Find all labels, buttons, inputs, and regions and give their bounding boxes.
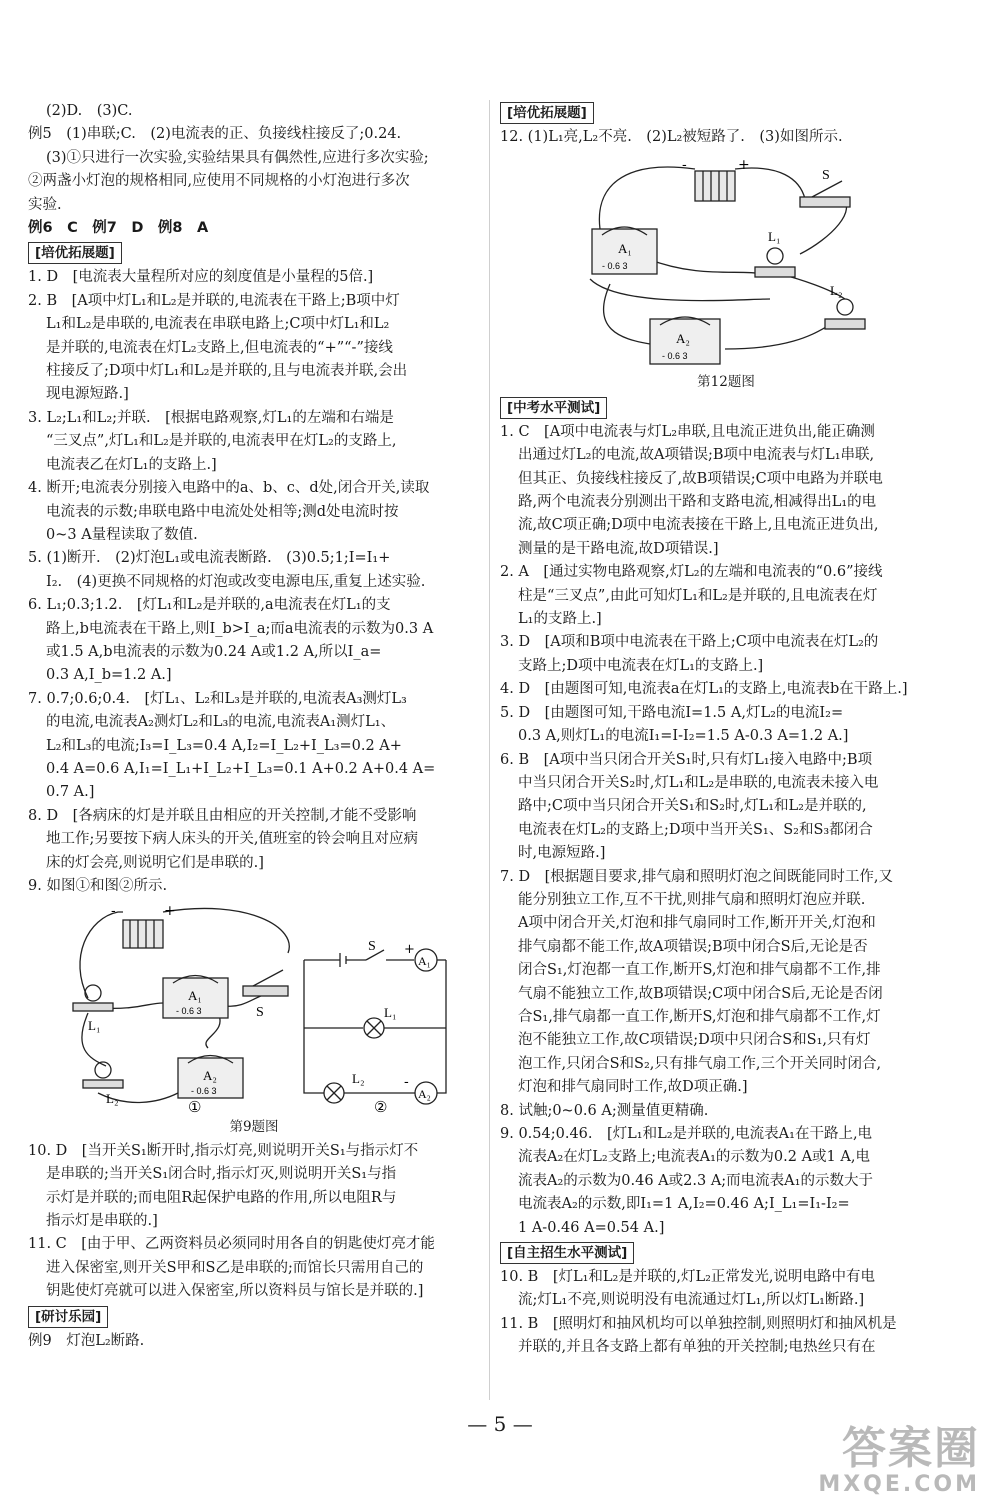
ammeter-a2-label: A₂ (203, 1068, 217, 1084)
right-column (500, 100, 952, 1360)
text-line: 灯泡和排气扇同时工作,故D项正确.] (518, 1079, 748, 1096)
circuit-diagram-12 (500, 149, 940, 371)
text-line: 0.3 A,则灯L₁的电流I₁=I-I₂=1.5 A-0.3 A=1.2 A.] (518, 728, 849, 745)
text-line: 8. D [各病床的灯是并联且由相应的开关控制,才能不受影响 (28, 807, 417, 824)
text-line: 柱是“三叉点”,由此可知灯L₁和L₂是并联的,且电流表在灯 (518, 587, 878, 604)
text-line: 6. B [A项中当只闭合开关S₁时,只有灯L₁接入电路中;B项 (500, 751, 873, 768)
text-line: 是串联的;当开关S₁闭合时,指示灯灭,则说明开关S₁与指 (46, 1166, 397, 1183)
text-line: 0.7 A.] (46, 784, 95, 801)
figure-caption: 第12题图 (697, 374, 755, 391)
battery-plus: + (738, 157, 750, 174)
text-line: 9. 0.54;0.46. [灯L₁和L₂是并联的,电流表A₁在干路上,电 (500, 1126, 873, 1142)
text-line: 例6 C 例7 D 例8 A (28, 220, 209, 237)
text-line: 电流表在灯L₂的支路上;D项中当开关S₁、S₂和S₃都闭合 (518, 821, 873, 838)
text-line: L₁的支路上.] (518, 611, 602, 628)
bulb-l1-label: L₁ (88, 1018, 101, 1034)
section-heading: [培优拓展题] (500, 102, 594, 124)
ammeter-a1-label: A₁ (188, 988, 202, 1004)
ammeter-a1-symbol: A₁ (418, 954, 431, 969)
text-line: 2. B [A项中灯L₁和L₂是并联的,电流表在干路上;B项中灯 (28, 292, 400, 309)
text-line: 但其正、负接线柱接反了,故B项错误;C项中电路为并联电 (518, 470, 883, 487)
text-line: 例5 (1)串联;C. (2)电流表的正、负接线柱接反了;0.24. (28, 126, 402, 143)
text-line: L₂和L₃的电流;I₃=I_L₃=0.4 A,I₂=I_L₂+I_L₃=0.2 A+ (46, 737, 402, 754)
bulb-l2-label: L₂ (352, 1071, 365, 1087)
text-line: 7. 0.7;0.6;0.4. [灯L₁、L₂和L₃是并联的,电流表A₃测灯L₃ (28, 690, 407, 707)
text-line: 能分别独立工作,互不干扰,则排气扇和照明灯泡应并联. (518, 891, 866, 908)
bulb-l1-label: L₁ (768, 229, 781, 245)
ammeter-scale: - 0.6 3 (602, 261, 628, 272)
text-line: 柱接反了;D项中灯L₁和L₂是并联的,且与电流表并联,会出 (46, 363, 408, 380)
text-line: 指示灯是串联的.] (46, 1213, 158, 1230)
text-line: 实验. (28, 196, 62, 213)
text-line: 的电流,电流表A₂测灯L₂和L₃的电流,电流表A₁测灯L₁、 (46, 714, 396, 731)
figure-caption: 第9题图 (229, 1119, 279, 1136)
ammeter-scale: - 0.6 3 (191, 1086, 217, 1097)
text-line: 1. C [A项中电流表与灯L₂串联,且电流正进负出,能正确测 (500, 423, 875, 440)
watermark-logo (818, 1423, 980, 1497)
ammeter-scale: - 0.6 3 (176, 1006, 202, 1017)
watermark-text: 答案圈 (842, 1423, 980, 1474)
text-line: 是并联的,电流表在灯L₂支路上,但电流表的“+”“-”接线 (46, 339, 393, 356)
text-line: 10. D [当开关S₁断开时,指示灯亮,则说明开关S₁与指示灯不 (28, 1142, 419, 1159)
minus-sign: - (404, 1074, 409, 1091)
text-line: (3)①只进行一次实验,实验结果具有偶然性,应进行多次实验; (46, 149, 429, 166)
text-line: 路上,b电流表在干路上,则I_b>I_a;而a电流表的示数为0.3 A (46, 620, 434, 637)
text-line: 0.3 A,I_b=1.2 A.] (46, 667, 172, 684)
battery-minus: - (682, 157, 687, 174)
text-line: 中当只闭合开关S₂时,灯L₁和L₂是串联的,电流表未接入电 (518, 774, 879, 791)
text-line: 3. L₂;L₁和L₂;并联. [根据电路观察,灯L₁的左端和右端是 (28, 409, 394, 426)
ammeter-a2-symbol: A₂ (418, 1087, 431, 1102)
text-line: 路,两个电流表分别测出干路和支路电流,相减得出L₁的电 (518, 494, 877, 511)
text-line: 合S₁,排气扇都一直工作,断开S,灯泡和排气扇都不工作,灯 (518, 1008, 881, 1025)
bulb-l2-label: L₂ (830, 283, 843, 299)
text-line: ②两盏小灯泡的规格相同,应使用不同规格的小灯泡进行多次 (28, 173, 410, 190)
text-line: 6. L₁;0.3;1.2. [灯L₁和L₂是并联的,a电流表在灯L₁的支 (28, 597, 391, 614)
text-line: 2. A [通过实物电路观察,灯L₂的左端和电流表的“0.6”接线 (500, 564, 883, 581)
text-line: 流;灯L₁不亮,则说明没有电流通过灯L₁,所以灯L₁断路.] (518, 1292, 865, 1309)
text-line: 5. (1)断开. (2)灯泡L₁或电流表断路. (3)0.5;1;I=I₁+ (28, 550, 391, 567)
text-line: 电流表乙在灯L₁的支路上.] (46, 456, 217, 473)
column-divider (489, 100, 490, 1400)
text-line: 排气扇都不能工作,故A项错误;B项中闭合S后,无论是否 (518, 938, 868, 955)
battery-minus: - (111, 903, 116, 920)
text-line: 流表A₂的示数为0.46 A或2.3 A;而电流表A₁的示数大于 (518, 1172, 873, 1189)
text-line: 5. D [由题图可知,干路电流I=1.5 A,灯L₂的电流I₂= (500, 704, 844, 721)
left-column (28, 100, 480, 1353)
circuit-diagrams-9 (28, 898, 468, 1116)
text-line: 钥匙使灯亮就可以进入保密室,所以资料员与馆长是并联的.] (46, 1283, 424, 1300)
ammeter-a1-label: A₁ (618, 241, 632, 257)
watermark-url: MXQE.COM (818, 1472, 980, 1497)
text-line: 0.4 A=0.6 A,I₁=I_L₁+I_L₂+I_L₃=0.1 A+0.2 A+0.4 A= (46, 760, 436, 777)
bulb-l2-label: L₂ (106, 1091, 119, 1107)
section-heading: [中考水平测试] (500, 397, 607, 419)
section-heading: [研讨乐园] (28, 1306, 108, 1328)
text-line: (2)D. (3)C. (46, 103, 133, 119)
plus-sign: + (404, 942, 415, 958)
text-line: 现电源短路.] (46, 386, 129, 403)
text-line: 4. 断开;电流表分别接入电路中的a、b、c、d处,闭合开关,读取 (28, 480, 430, 497)
text-line: 或1.5 A,b电流表的示数为0.24 A或1.2 A,所以I_a= (46, 643, 382, 660)
text-line: 气扇不能独立工作,故B项错误;C项中闭合S后,无论是否闭 (518, 985, 883, 1002)
text-line: 闭合S₁,灯泡都一直工作,断开S,灯泡和排气扇都不工作,排 (518, 962, 881, 979)
text-line: 出通过灯L₂的电流,故A项错误;B项中电流表与灯L₁串联, (518, 447, 875, 464)
text-line: 例9 灯泡L₂断路. (28, 1332, 145, 1349)
text-line: 泡不能独立工作,故C项错误;D项中只闭合S和S₁,只有灯 (518, 1032, 871, 1049)
section-heading: [自主招生水平测试] (500, 1242, 634, 1264)
text-line: 10. B [灯L₁和L₂是并联的,灯L₂正常发光,说明电路中有电 (500, 1269, 876, 1286)
text-line: 电流表A₂的示数,即I₁=1 A,I₂=0.46 A;I_L₁=I₁-I₂= (518, 1196, 850, 1213)
text-line: 11. C [由于甲、乙两资料员必须同时用各自的钥匙使灯亮才能 (28, 1236, 435, 1253)
page-number: — 5 — (467, 1412, 533, 1436)
text-line: 测量的是干路电流,故D项错误.] (518, 540, 719, 557)
text-line: 支路上;D项中电流表在灯L₁的支路上.] (518, 657, 764, 674)
figure-label-2: ② (374, 1098, 388, 1117)
section-heading: [培优拓展题] (28, 242, 122, 264)
figure-12 (500, 149, 952, 394)
text-line: I₂. (4)更换不同规格的灯泡或改变电源电压,重复上述实验. (46, 573, 426, 590)
text-line: “三叉点”,灯L₁和L₂是并联的,电流表甲在灯L₂的支路上, (46, 433, 397, 450)
figure-9 (28, 898, 480, 1139)
switch-s-label: S (256, 1005, 264, 1021)
switch-s-label: S (822, 168, 830, 184)
schematic-circuit (304, 949, 446, 1104)
text-line: 并联的,并且各支路上都有单独的开关控制;电热丝只有在 (518, 1339, 876, 1356)
text-line: L₁和L₂是串联的,电流表在串联电路上;C项中灯L₁和L₂ (46, 316, 390, 333)
text-line: 12. (1)L₁亮,L₂不亮. (2)L₂被短路了. (3)如图所示. (500, 129, 843, 145)
text-line: 7. D [根据题目要求,排气扇和照明灯泡之间既能同时工作,又 (500, 868, 893, 885)
text-line: 泡工作,只闭合S和S₂,只有排气扇工作,三个开关同时闭合, (518, 1055, 882, 1072)
text-line: 9. 如图①和图②所示. (28, 878, 168, 894)
text-line: 3. D [A项和B项中电流表在干路上;C项中电流表在灯L₂的 (500, 634, 879, 651)
text-line: 床的灯会亮,则说明它们是串联的.] (46, 854, 264, 871)
text-line: 流表A₂在灯L₂支路上;电流表A₁的示数为0.2 A或1 A,电 (518, 1149, 870, 1166)
battery-plus: + (164, 903, 176, 920)
text-line: 示灯是并联的;而电阻R起保护电路的作用,所以电阻R与 (46, 1189, 397, 1206)
text-line: 1. D [电流表大量程所对应的刻度值是小量程的5倍.] (28, 269, 374, 286)
text-line: 8. 试触;0~0.6 A;测量值更精确. (500, 1102, 709, 1119)
ammeter-a2-label: A₂ (676, 331, 690, 347)
text-line: 0~3 A量程读取了数值. (46, 526, 198, 543)
text-line: 4. D [由题图可知,电流表a在灯L₁的支路上,电流表b在干路上.] (500, 681, 908, 698)
figure-label-1: ① (188, 1098, 202, 1117)
text-line: A项中闭合开关,灯泡和排气扇同时工作,断开开关,灯泡和 (518, 915, 876, 932)
text-line: 进入保密室,则开关S甲和S乙是串联的;而馆长只需用自己的 (46, 1259, 424, 1276)
text-line: 路中;C项中当只闭合开关S₁和S₂时,灯L₁和L₂是并联的, (518, 798, 867, 815)
text-line: 流,故C项正确;D项中电流表接在干路上,且电流正进负出, (518, 517, 879, 534)
switch-s-label: S (368, 939, 376, 955)
ammeter-scale: - 0.6 3 (662, 351, 688, 362)
bulb-l1-label: L₁ (384, 1005, 397, 1021)
text-line: 电流表的示数;串联电路中电流处处相等;测d处电流时按 (46, 503, 399, 520)
text-line: 11. B [照明灯和抽风机均可以单独控制,则照明灯和抽风机是 (500, 1315, 897, 1332)
text-line: 地工作;另要按下病人床头的开关,值班室的铃会响且对应病 (46, 831, 418, 848)
text-line: 1 A-0.46 A=0.54 A.] (518, 1219, 665, 1236)
text-line: 时,电源短路.] (518, 845, 606, 862)
